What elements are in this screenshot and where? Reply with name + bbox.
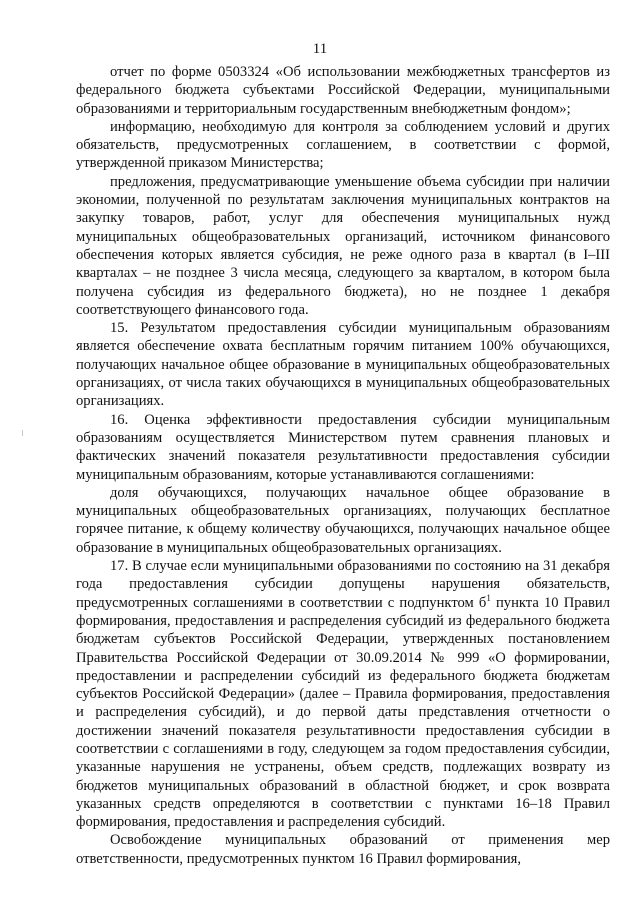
paragraph-15-result: 15. Результатом предоставления субсидии муниципальным образованиям является обеспечение охвата бесплатным горячим питанием 100% обучающихся, получающих начальное общее образование в муниципальных общеобразовательных организациях, от числа таких обучающихся в муниципальных общеобразовательных организациях.	[76, 320, 610, 410]
paragraph-17-part-1: 17. В случае если муниципальными образованиями по состоянию на 31 декабря года предоставления субсидии допущены нарушения обязательств, предусмотренных соглашениями в соответствии с подпунктом б	[76, 558, 610, 611]
paragraph-control-information: информацию, необходимую для контроля за соблюдением условий и других обязательств, предусмотренных соглашением, в соответствии с формой, утвержденной приказом Министерства;	[76, 118, 610, 172]
paragraph-indicator-share: доля обучающихся, получающих начальное общее образование в муниципальных общеобразовательных организациях, получающих бесплатное горячее питание, к общему количеству обучающихся, получающих начальное общее образование в муниципальных общеобразовательных организациях.	[76, 484, 610, 556]
paragraph-16-efficiency: 16. Оценка эффективности предоставления субсидии муниципальным образованиям осуществляется Министерством путем сравнения плановых и фактических значений показателя результативности предоставления субсидии муниципальным образованиям, которые устанавливаются соглашениями:	[76, 411, 610, 483]
paragraph-17-part-2: пункта 10 Правил формирования, предоставления и распределения субсидий из федерального бюджета бюджетам субъектов Российской Федерации, утвержденных постановлением Правительства Российской Федерации от 30.09.2014 № 999 «О формировании, предоставлении и распределении субсидий из федерального бюджета бюджетам субъектов Российской Федерации» (далее – Правила формирования, предоставления и распределения субсидий), и до первой даты представления отчетности о достижении значений показателя результативности предоставления субсидии в соответствии с соглашениями в году, следующем за годом предоставления субсидии, указанные нарушения не устранены, объем средств, подлежащих возврату из бюджетов муниципальных образований в областной бюджет, и срок возврата указанных средств определяются в соответствии с пунктами 16–18 Правил формирования, предоставления и распределения субсидий.	[76, 594, 610, 831]
paragraph-exemption: Освобождение муниципальных образований от применения мер ответственности, предусмотренных пунктом 16 Правил формирования,	[76, 832, 610, 867]
paragraph-17-superscript: 1	[486, 592, 491, 603]
paragraph-subsidy-reduction-proposals: предложения, предусматривающие уменьшение объема субсидии при наличии экономии, полученной по результатам заключения муниципальных контрактов на закупку товаров, работ, услуг для обеспечения муниципальных нужд муниципальных общеобразовательных организаций, источником финансового обеспечения которых является субсидия, не реже одного раза в квартал (в I–III кварталах – не позднее 3 числа месяца, следующего за кварталом, в котором была получена субсидия из федерального бюджета), но не позднее 1 декабря соответствующего финансового года.	[76, 173, 610, 318]
paragraph-report-form: отчет по форме 0503324 «Об использовании межбюджетных трансфертов из федерального бюджета субъектами Российской Федерации, муниципальными образованиями и территориальным государственным внебюджетным фондом»;	[76, 64, 610, 117]
document-body	[76, 63, 610, 868]
page-number: 11	[312, 41, 328, 57]
margin-mark	[22, 430, 23, 436]
paragraph-17-violations	[76, 557, 610, 831]
